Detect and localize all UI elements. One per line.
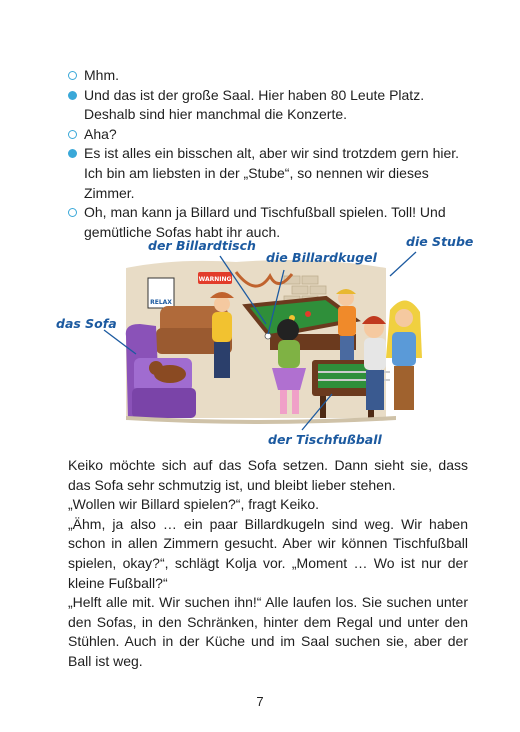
dialogue-text: Aha? — [84, 125, 117, 142]
label-billardtisch: der Billardtisch — [148, 238, 256, 253]
label-billardkugel: die Billardkugel — [266, 250, 377, 265]
relax-poster — [148, 278, 174, 308]
billiard-ball — [305, 311, 311, 317]
dialogue-line — [68, 66, 468, 86]
paragraph: Keiko möchte sich auf das Sofa setzen. Dann sieht sie, dass das Sofa sehr schmutzig ist, und bleibt lieber stehen. — [68, 457, 468, 493]
poster-text: RELAX — [150, 299, 172, 306]
dialogue — [68, 66, 468, 242]
dialogue-line — [68, 86, 468, 125]
dialogue-line — [68, 125, 468, 145]
pointer-stube — [390, 252, 416, 276]
speaker-open-circle-icon — [68, 208, 77, 217]
label-stube: die Stube — [406, 234, 474, 249]
dialogue-text: Und das ist der große Saal. Hier haben 80 Leute Platz. Deshalb sind hier manchmal die Konzerte. — [84, 86, 425, 123]
speaker-open-circle-icon — [68, 130, 77, 139]
speaker-open-circle-icon — [68, 71, 77, 80]
story-text — [68, 456, 468, 672]
girl-blonde — [386, 300, 422, 410]
sign-text: WARNING — [198, 276, 232, 283]
paragraph: „Ähm, ja also … ein paar Billardkugeln sind weg. Wir haben schon in allen Zimmern gesucht. Aber wir können Tischfußball spielen, okay?“, schlägt Kolja vor. „Moment … Wo ist nur der kleine Fußball?“ — [68, 515, 468, 591]
dialogue-text: Es ist alles ein bisschen alt, aber wir sind trotzdem gern hier. Ich bin am liebsten in der „Stube“, so nennen wir dieses Zimmer. — [84, 145, 460, 201]
dialogue-line — [68, 144, 468, 203]
room-illustration — [56, 228, 476, 456]
page-number: 7 — [256, 694, 264, 709]
speaker-filled-circle-icon — [68, 91, 77, 100]
paragraph: „Helft alle mit. Wir suchen ihn!“ Alle laufen los. Sie suchen unter den Sofas, in den Schränken, hinter dem Regal und unter den Stühlen. Auch in der Küche und im Saal suchen sie, aber der Ball ist weg. — [68, 594, 468, 669]
paragraph: „Wollen wir Billard spielen?“, fragt Keiko. — [68, 496, 320, 513]
dialogue-text: Mhm. — [84, 67, 119, 83]
label-tischfussball: der Tischfußball — [268, 432, 382, 447]
dialogue-text: Oh, man kann ja Billard und Tischfußball spielen. Toll! Und gemütliche Sofas habt ihr auch. — [84, 204, 446, 240]
speaker-filled-circle-icon — [68, 149, 77, 158]
warning-sign — [198, 272, 232, 284]
label-sofa: das Sofa — [56, 316, 117, 331]
